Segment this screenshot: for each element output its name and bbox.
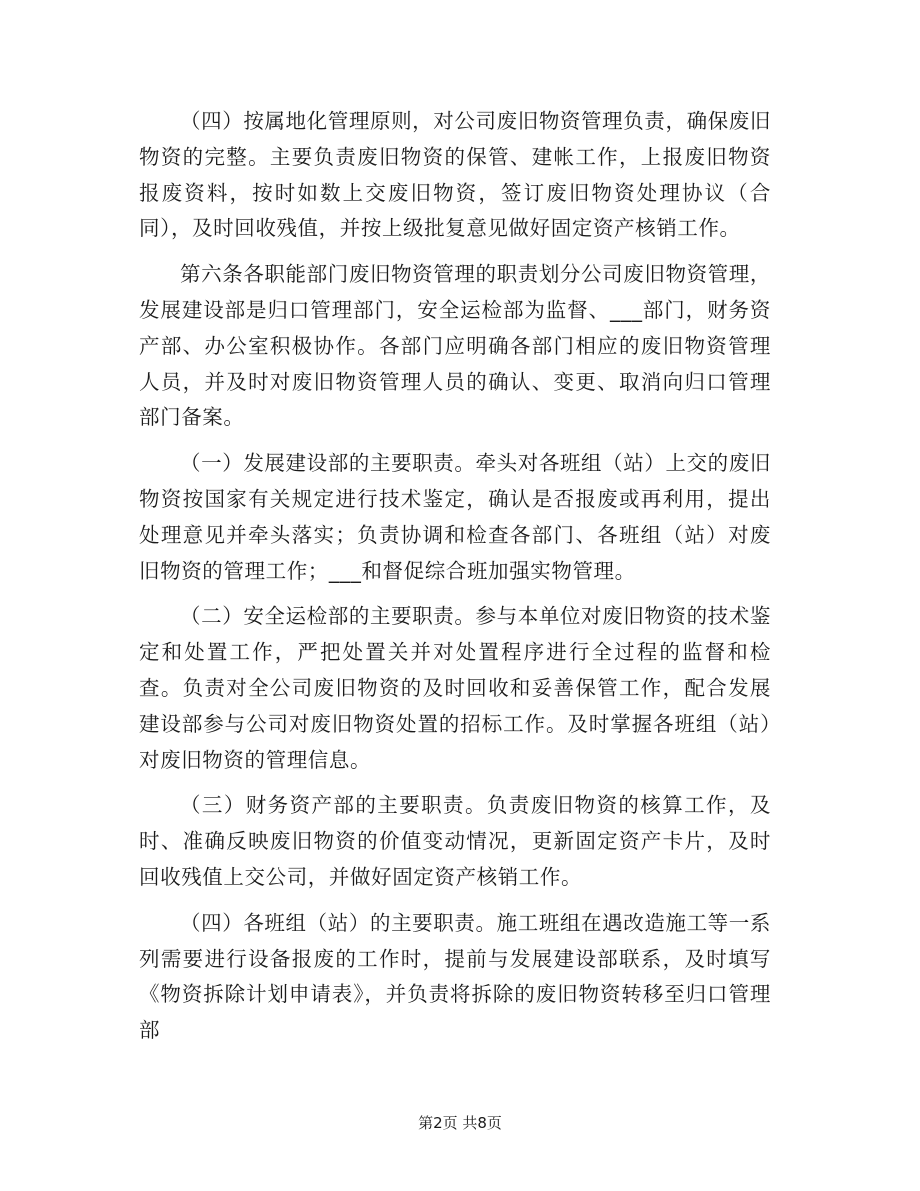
paragraph-article-6: 第六条各职能部门废旧物资管理的职责划分公司废旧物资管理，发展建设部是归口管理部门，安全运检部为监督、___部门，财务资产部、办公室积极协作。各部门应明确各部门相应的废旧物资管理人员，并及时对废旧物资管理人员的确认、变更、取消向归口管理部门备案。 — [139, 262, 771, 430]
paragraph-development-dept: （一）发展建设部的主要职责。牵头对各班组（站）上交的废旧物资按国家有关规定进行技术鉴定，确认是否报废或再利用，提出处理意见并牵头落实；负责协调和检查各部门、各班组（站）对废旧物资的管理工作；___和督促综合班加强实物管理。 — [139, 451, 771, 583]
paragraph-finance-dept: （三）财务资产部的主要职责。负责废旧物资的核算工作，及时、准确反映废旧物资的价值变动情况，更新固定资产卡片，及时回收残值上交公司，并做好固定资产核销工作。 — [139, 793, 771, 889]
paragraph-safety-dept: （二）安全运检部的主要职责。参与本单位对废旧物资的技术鉴定和处置工作，严把处置关并对处置程序进行全过程的监督和检查。负责对全公司废旧物资的及时回收和妥善保管工作，配合发展建设部参与公司对废旧物资处置的招标工作。及时掌握各班组（站）对废旧物资的管理信息。 — [139, 604, 771, 772]
paragraph-team-stations: （四）各班组（站）的主要职责。施工班组在遇改造施工等一系列需要进行设备报废的工作时，提前与发展建设部联系，及时填写《物资拆除计划申请表》，并负责将拆除的废旧物资转移至归口管理部 — [139, 910, 771, 1043]
page-number-footer: 第2页 共8页 — [418, 1114, 502, 1132]
paragraph-section-4-ownership: （四）按属地化管理原则，对公司废旧物资管理负责，确保废旧物资的完整。主要负责废旧物资的保管、建帐工作，上报废旧物资报废资料，按时如数上交废旧物资，签订废旧物资处理协议（合同），及时回收残值，并按上级批复意见做好固定资产核销工作。 — [139, 109, 771, 241]
document-body — [139, 104, 771, 1059]
